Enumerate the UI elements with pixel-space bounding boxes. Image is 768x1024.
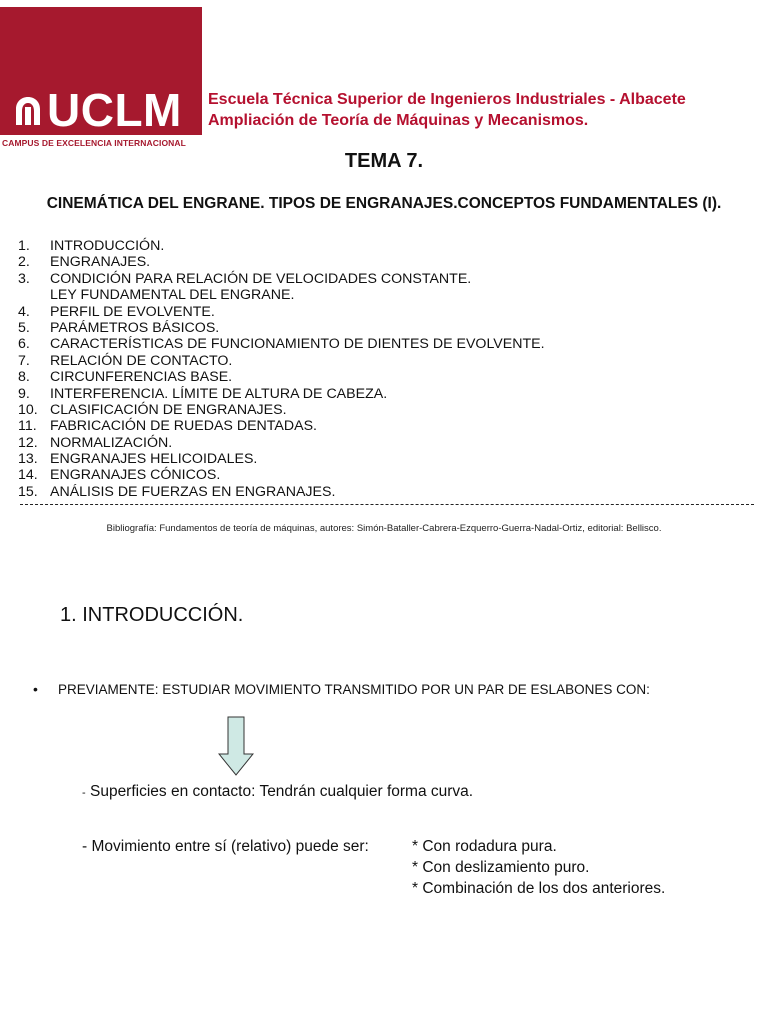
toc-label: CONDICIÓN PARA RELACIÓN DE VELOCIDADES CONSTANTE. <box>50 270 472 287</box>
tema-title: TEMA 7. <box>344 150 424 172</box>
list-dash: - <box>82 787 86 799</box>
toc-label: LEY FUNDAMENTAL DEL ENGRANE. <box>50 287 295 304</box>
toc-label: CARACTERÍSTICAS DE FUNCIONAMIENTO DE DIENTES DE EVOLVENTE. <box>50 336 545 353</box>
movement-option: * Con deslizamiento puro. <box>412 859 590 876</box>
toc-number: 11. <box>18 418 37 435</box>
toc-number: 2. <box>18 254 30 271</box>
toc-label: PARÁMETROS BÁSICOS. <box>50 319 220 336</box>
toc-number: 15. <box>18 483 38 500</box>
toc-label: CLASIFICACIÓN DE ENGRANAJES. <box>50 401 287 418</box>
down-arrow-icon <box>218 716 254 776</box>
bullet-text: PREVIAMENTE: ESTUDIAR MOVIMIENTO TRANSMITIDO POR UN PAR DE ESLABONES CON: <box>58 682 650 697</box>
toc-number: 3. <box>18 270 30 287</box>
toc-number: 14. <box>18 467 38 484</box>
logo-tagline: CAMPUS DE EXCELENCIA INTERNACIONAL <box>2 138 186 148</box>
toc-label: NORMALIZACIÓN. <box>50 434 173 451</box>
school-name: Escuela Técnica Superior de Ingenieros Industriales - Albacete <box>208 91 686 108</box>
toc-label: FABRICACIÓN DE RUEDAS DENTADAS. <box>50 418 317 435</box>
toc-number: 4. <box>18 303 30 320</box>
toc-label: INTERFERENCIA. LÍMITE DE ALTURA DE CABEZA. <box>50 385 388 402</box>
toc-number: 13. <box>18 451 38 468</box>
toc-number: 7. <box>18 352 30 369</box>
toc-number: 9. <box>18 385 30 402</box>
toc-label: CIRCUNFERENCIAS BASE. <box>50 369 233 386</box>
bullet-dot-icon: • <box>33 681 38 697</box>
toc-label: ENGRANAJES CÓNICOS. <box>50 467 221 484</box>
toc-label: RELACIÓN DE CONTACTO. <box>50 352 233 369</box>
uclm-shield-icon <box>12 95 44 127</box>
toc-label: ENGRANAJES. <box>50 254 151 271</box>
toc-number: 6. <box>18 336 30 353</box>
toc-number: 12. <box>18 434 38 451</box>
section-title: 1. INTRODUCCIÓN. <box>60 604 244 626</box>
toc-number: 1. <box>18 238 30 254</box>
toc-label: ANÁLISIS DE FUERZAS EN ENGRANAJES. <box>50 483 336 500</box>
list-item-superficies <box>82 783 473 801</box>
toc-number: 8. <box>18 369 30 386</box>
toc-label: INTRODUCCIÓN. <box>50 238 165 254</box>
logo-wordmark: UCLM <box>47 84 182 136</box>
list-item-movimiento: - Movimiento entre sí (relativo) puede ser: <box>82 838 369 855</box>
toc-label: ENGRANAJES HELICOIDALES. <box>50 451 258 468</box>
document-subtitle: CINEMÁTICA DEL ENGRANE. TIPOS DE ENGRANAJES.CONCEPTOS FUNDAMENTALES (I). <box>46 195 722 212</box>
toc-number: 10. <box>18 401 38 418</box>
movement-option: * Con rodadura pura. <box>412 838 557 855</box>
toc-number: 5. <box>18 319 30 336</box>
course-name: Ampliación de Teoría de Máquinas y Mecanismos. <box>208 112 589 129</box>
dashed-divider <box>20 504 754 505</box>
uclm-logo <box>0 7 202 135</box>
list-item-text: Superficies en contacto: Tendrán cualquier forma curva. <box>89 783 474 800</box>
toc-label: PERFIL DE EVOLVENTE. <box>50 303 215 320</box>
bibliography: Bibliografía: Fundamentos de teoría de máquinas, autores: Simón-Bataller-Cabrera-Ezquerro-Guerra-Nadal-Ortiz, editorial: Bellisco. <box>106 523 662 534</box>
movement-option: * Combinación de los dos anteriores. <box>412 880 666 897</box>
